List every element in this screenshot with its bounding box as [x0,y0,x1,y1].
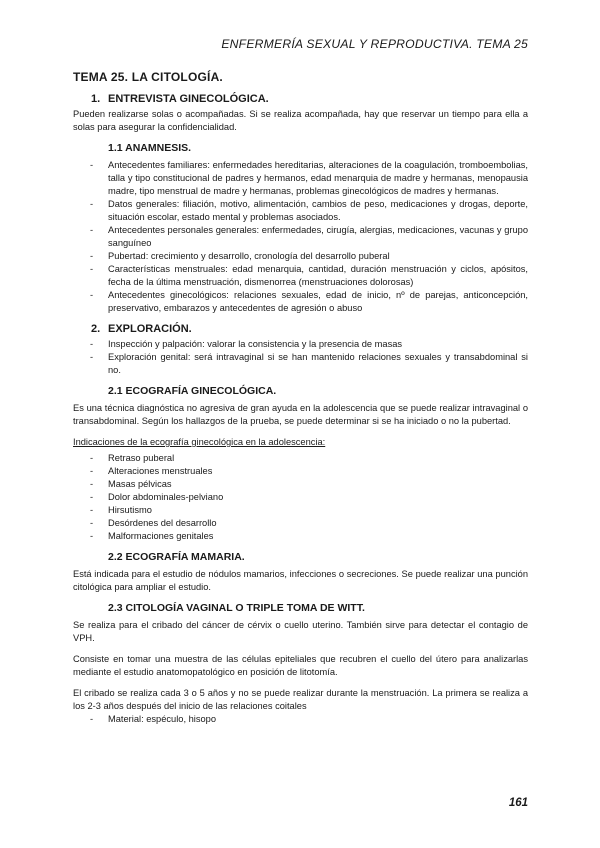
exploracion-list [73,338,528,377]
section-2-number: 2. [91,323,101,335]
section-2-1-heading: 2.1 ECOGRAFÍA GINECOLÓGICA. [108,385,277,397]
list-item: - Antecedentes familiares: enfermedades hereditarias, alteraciones de la coagulación, tromboembolias, talla y tipo constitucional de padres y hermanos, edad menarquia de madre y hermanas, menopausia madre, tipo menstrual de madre y hermanas, problemas ginecológicos de madres y hermanas. [73,159,528,198]
section-2-1-text: Es una técnica diagnóstica no agresiva de gran ayuda en la adolescencia que se puede realizar intravaginal o transabdominal. Según los hallazgos de la prueba, se puede determinar si se ha iniciado o no la pubertad. [73,403,528,426]
list-item: - Retraso puberal [73,452,528,465]
section-1-1-heading: 1.1 ANAMNESIS. [108,142,192,154]
indications-title: Indicaciones de la ecografía ginecológica en la adolescencia: [73,437,326,447]
indications-list [73,452,528,543]
section-2-heading [91,323,528,336]
section-1-number: 1. [91,93,101,105]
section-1-intro: Pueden realizarse solas o acompañadas. Si se realiza acompañada, hay que reservar un tiempo para ella a solas para asegurar la confidencialidad. [73,109,528,132]
anamnesis-list [73,159,528,315]
running-header: ENFERMERÍA SEXUAL Y REPRODUCTIVA. TEMA 25 [221,37,528,51]
list-item: - Pubertad: crecimiento y desarrollo, cronología del desarrollo puberal [73,250,528,263]
list-item: - Antecedentes personales generales: enfermedades, cirugía, alergias, medicaciones, vacunas y grupo sanguíneo [73,224,528,250]
section-2-3-paragraph-2: Consiste en tomar una muestra de las células epiteliales que recubren el cuello del útero para analizarlas mediante el estudio anatomopatológico en posición de litotomía. [73,654,528,677]
list-item: - Malformaciones genitales [73,530,528,543]
list-item: - Inspección y palpación: valorar la consistencia y la presencia de masas [73,338,528,351]
list-item: - Datos generales: filiación, motivo, alimentación, cambios de peso, medicaciones y drogas, deporte, situación escolar, estado mental y problemas asociados. [73,198,528,224]
section-1-heading [91,93,528,106]
list-item: - Características menstruales: edad menarquia, cantidad, duración menstruación y ciclos, apósitos, fecha de la última menstruación, dismenorrea (menstruaciones dolorosas) [73,263,528,289]
list-item: - Hirsutismo [73,504,528,517]
list-item: - Alteraciones menstruales [73,465,528,478]
page-title: TEMA 25. LA CITOLOGÍA. [73,70,223,84]
section-2-3-paragraph-1: Se realiza para el cribado del cáncer de cérvix o cuello uterino. También sirve para detectar el contagio de VPH. [73,620,528,643]
list-item: - Material: espéculo, hisopo [73,713,528,726]
list-item: - Desórdenes del desarrollo [73,517,528,530]
section-2-title: EXPLORACIÓN. [108,323,192,335]
list-item: - Exploración genital: será intravaginal si se han mantenido relaciones sexuales y transabdominal si no. [73,351,528,377]
section-2-3-heading: 2.3 CITOLOGÍA VAGINAL O TRIPLE TOMA DE WITT. [108,602,365,614]
page-number: 161 [508,797,528,809]
list-item: - Dolor abdominales-pelviano [73,491,528,504]
section-2-3-paragraph-3: El cribado se realiza cada 3 o 5 años y no se puede realizar durante la menstruación. La primera se realiza a los 2-3 años después del inicio de las relaciones coitales [73,688,528,711]
section-2-2-text: Está indicada para el estudio de nódulos mamarios, infecciones o secreciones. Se puede realizar una punción citológica para ampliar el estudio. [73,569,528,592]
material-list [73,713,528,726]
list-item: - Antecedentes ginecológicos: relaciones sexuales, edad de inicio, nº de parejas, anticoncepción, preservativo, embarazos y antecedentes de agresión o abuso [73,289,528,315]
section-2-2-heading: 2.2 ECOGRAFÍA MAMARIA. [108,551,245,563]
section-1-title: ENTREVISTA GINECOLÓGICA. [108,93,269,105]
list-item: - Masas pélvicas [73,478,528,491]
page-content [73,71,528,734]
